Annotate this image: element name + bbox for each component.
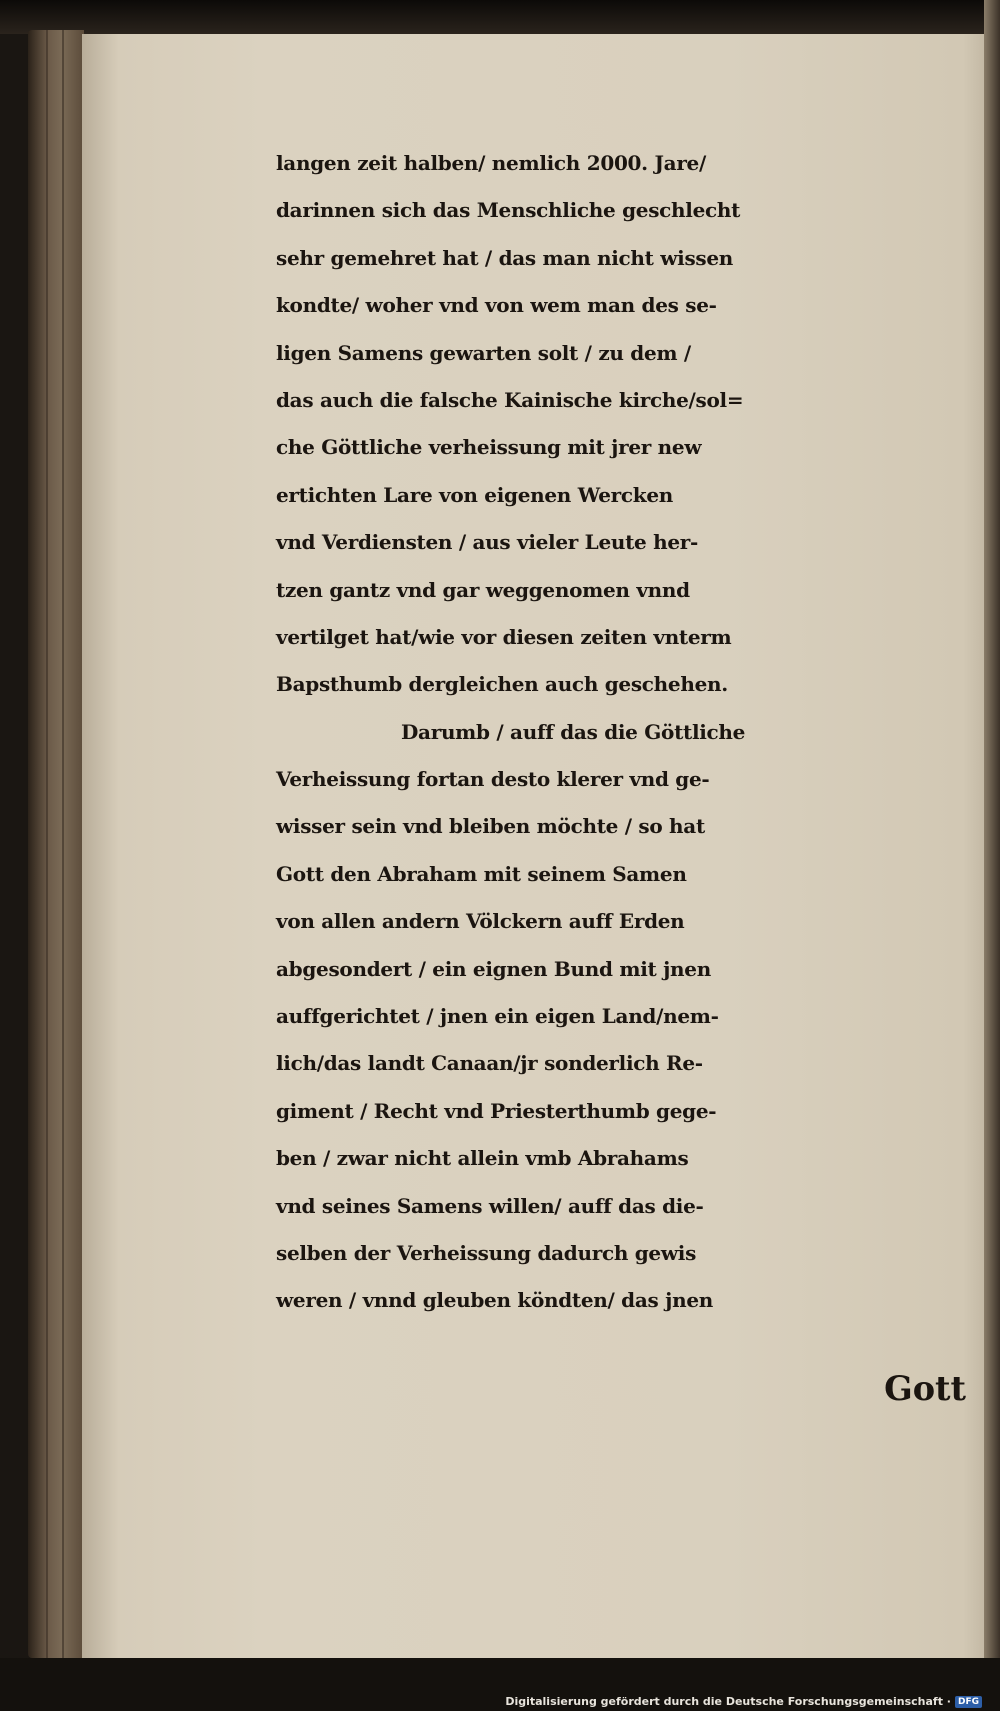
text-line: che Göttliche verheissung mit jrer new [276, 435, 702, 460]
text-line: vnd Verdiensten / aus vieler Leute her- [276, 530, 699, 555]
text-line: langen zeit halben/ nemlich 2000. Jare/ [276, 151, 706, 175]
text-line: das auch die falsche Kainische kirche/sol= [276, 387, 744, 412]
top-edge [0, 0, 1000, 34]
right-edge [984, 0, 1000, 1711]
digitization-credit [505, 1695, 982, 1708]
credit-text: Digitalisierung gefördert durch die Deutsche Forschungsgemeinschaft · [505, 1695, 951, 1708]
text-line: auffgerichtet / jnen ein eigen Land/nem- [276, 1004, 719, 1029]
text-line: von allen andern Völckern auff Erden [276, 909, 685, 934]
text-line: ligen Samens gewarten solt / zu dem / [276, 340, 691, 365]
text-line: Gott den Abraham mit seinem Samen [276, 861, 687, 886]
text-line: selben der Verheissung dadurch gewis [276, 1240, 697, 1265]
text-line: sehr gemehret hat / das man nicht wissen [276, 245, 734, 270]
text-line: darinnen sich das Menschliche geschlecht [276, 198, 741, 223]
text-line: weren / vnnd gleuben köndten/ das jnen [276, 1288, 713, 1313]
dfg-logo: DFG [955, 1696, 982, 1708]
text-line: tzen gantz vnd gar weggenomen vnnd [276, 577, 690, 602]
text-line: Bapsthumb dergleichen auch geschehen. [276, 672, 728, 697]
text-line: ben / zwar nicht allein vmb Abrahams [276, 1146, 689, 1171]
text-line: Verheissung fortan desto klerer vnd ge- [276, 767, 710, 792]
text-line: kondte/ woher vnd von wem man des se- [276, 293, 717, 318]
text-line: vertilget hat/wie vor diesen zeiten vnterm [276, 624, 732, 649]
spine-line [62, 30, 64, 1658]
spine-line [46, 30, 48, 1658]
text-line: ertichten Lare von eigenen Wercken [276, 482, 673, 507]
catchword: Gott [884, 1369, 966, 1408]
text-line: lich/das landt Canaan/jr sonderlich Re- [276, 1051, 703, 1076]
book-spine [28, 30, 84, 1658]
page-text [276, 140, 976, 1325]
text-line: giment / Recht vnd Priesterthumb gege- [276, 1098, 717, 1123]
text-line: abgesondert / ein eignen Bund mit jnen [276, 956, 711, 981]
text-line: Darumb / auff das die Göttliche [401, 719, 746, 744]
text-line: wisser sein vnd bleiben möchte / so hat [276, 814, 705, 839]
text-line: vnd seines Samens willen/ auff das die- [276, 1193, 704, 1218]
